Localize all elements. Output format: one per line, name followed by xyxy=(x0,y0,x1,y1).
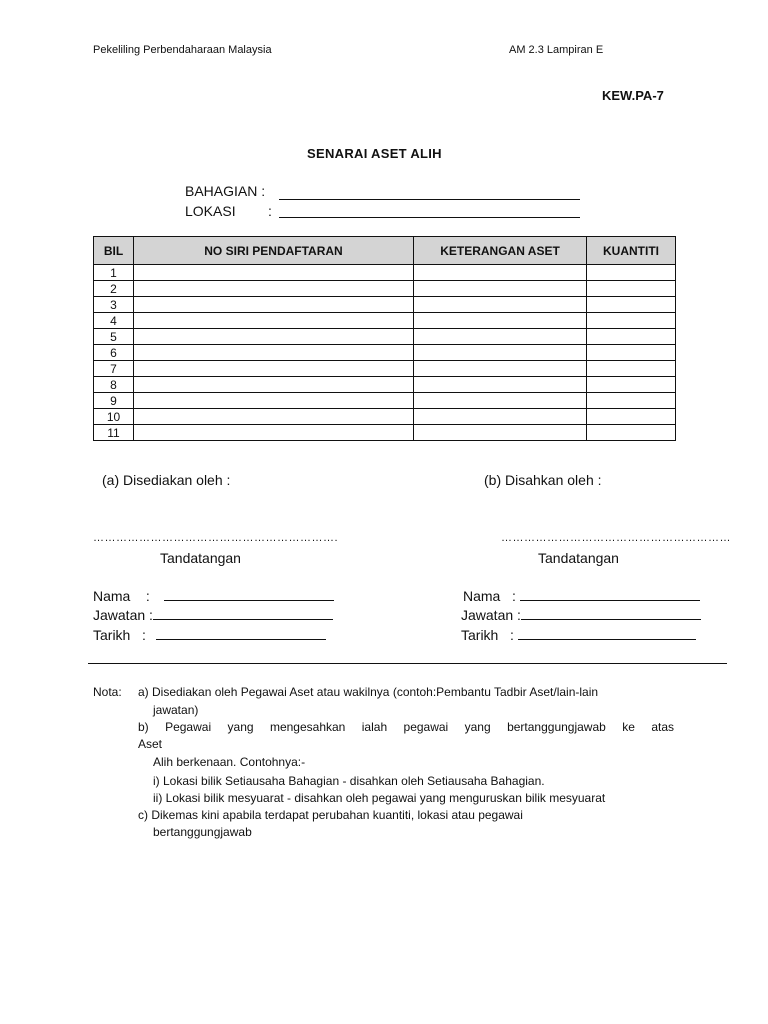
header-appendix-ref: AM 2.3 Lampiran E xyxy=(509,44,604,56)
cell-kuantiti[interactable] xyxy=(587,393,676,409)
table-row xyxy=(94,313,676,329)
cell-keterangan[interactable] xyxy=(414,265,587,281)
prepared-signature-label: Tandatangan xyxy=(160,550,241,566)
table-header-row xyxy=(94,237,676,265)
col-header-kuantiti: KUANTITI xyxy=(587,237,676,265)
cell-bil: 2 xyxy=(94,281,134,297)
cell-bil: 4 xyxy=(94,313,134,329)
approved-tarikh-row xyxy=(461,627,696,643)
cell-no-siri[interactable] xyxy=(134,393,414,409)
cell-keterangan[interactable] xyxy=(414,393,587,409)
cell-no-siri[interactable] xyxy=(134,313,414,329)
form-code: KEW.PA-7 xyxy=(602,88,664,103)
cell-no-siri[interactable] xyxy=(134,377,414,393)
table-row xyxy=(94,377,676,393)
note-b-i: i) Lokasi bilik Setiausaha Bahagian - disahkan oleh Setiausaha Bahagian. xyxy=(153,774,545,788)
cell-bil: 11 xyxy=(94,425,134,441)
section-divider xyxy=(88,663,727,664)
bahagian-fill-line[interactable] xyxy=(279,199,580,200)
document-title: SENARAI ASET ALIH xyxy=(307,146,442,161)
approved-tarikh-label: Tarikh : xyxy=(461,627,514,643)
table-body xyxy=(94,265,676,441)
prepared-tarikh-line[interactable] xyxy=(156,627,326,640)
notes-label: Nota: xyxy=(93,685,122,699)
prepared-nama-row xyxy=(93,588,334,604)
cell-keterangan[interactable] xyxy=(414,409,587,425)
cell-keterangan[interactable] xyxy=(414,281,587,297)
cell-kuantiti[interactable] xyxy=(587,409,676,425)
approved-nama-label: Nama : xyxy=(463,588,516,604)
cell-no-siri[interactable] xyxy=(134,409,414,425)
cell-keterangan[interactable] xyxy=(414,361,587,377)
prepared-signature-dots[interactable]: ………………………………………………………. xyxy=(93,532,339,544)
approved-by-title: (b) Disahkan oleh : xyxy=(484,472,602,488)
cell-no-siri[interactable] xyxy=(134,265,414,281)
table-row xyxy=(94,409,676,425)
prepared-jawatan-row xyxy=(93,607,333,623)
cell-kuantiti[interactable] xyxy=(587,313,676,329)
table-row xyxy=(94,329,676,345)
cell-bil: 7 xyxy=(94,361,134,377)
lokasi-label: LOKASI xyxy=(185,203,236,219)
cell-kuantiti[interactable] xyxy=(587,345,676,361)
note-a-line1: a) Disediakan oleh Pegawai Aset atau wakilnya (contoh:Pembantu Tadbir Aset/lain-lain xyxy=(138,685,599,699)
col-header-keterangan: KETERANGAN ASET xyxy=(414,237,587,265)
cell-bil: 6 xyxy=(94,345,134,361)
table-row xyxy=(94,393,676,409)
note-c-line1: c) Dikemas kini apabila terdapat perubahan kuantiti, lokasi atau pegawai xyxy=(138,808,523,822)
cell-no-siri[interactable] xyxy=(134,329,414,345)
cell-kuantiti[interactable] xyxy=(587,329,676,345)
approved-signature-dots[interactable]: …………………………………………………… xyxy=(501,532,731,544)
table-row xyxy=(94,345,676,361)
prepared-tarikh-label: Tarikh : xyxy=(93,627,146,643)
cell-kuantiti[interactable] xyxy=(587,297,676,313)
note-b-line2: Aset xyxy=(138,737,163,751)
table-row xyxy=(94,281,676,297)
cell-keterangan[interactable] xyxy=(414,297,587,313)
prepared-jawatan-label: Jawatan : xyxy=(93,607,153,623)
cell-no-siri[interactable] xyxy=(134,281,414,297)
bahagian-label: BAHAGIAN : xyxy=(185,183,266,199)
lokasi-colon: : xyxy=(268,203,272,219)
note-a-line2: jawatan) xyxy=(153,703,199,717)
approved-nama-row xyxy=(463,588,700,604)
note-b-line3: Alih berkenaan. Contohnya:- xyxy=(153,755,306,769)
table-row xyxy=(94,361,676,377)
cell-no-siri[interactable] xyxy=(134,345,414,361)
prepared-tarikh-row xyxy=(93,627,326,643)
table-row xyxy=(94,297,676,313)
note-b-line1: b) Pegawai yang mengesahkan ialah pegawai yang bertanggungjawab ke atas xyxy=(138,720,674,734)
header-circular-title: Pekeliling Perbendaharaan Malaysia xyxy=(93,44,272,56)
cell-kuantiti[interactable] xyxy=(587,377,676,393)
cell-no-siri[interactable] xyxy=(134,297,414,313)
cell-no-siri[interactable] xyxy=(134,425,414,441)
prepared-nama-label: Nama : xyxy=(93,588,150,604)
cell-keterangan[interactable] xyxy=(414,345,587,361)
cell-kuantiti[interactable] xyxy=(587,425,676,441)
table-row xyxy=(94,265,676,281)
cell-bil: 10 xyxy=(94,409,134,425)
approved-nama-line[interactable] xyxy=(520,588,700,601)
lokasi-fill-line[interactable] xyxy=(279,217,580,218)
approved-jawatan-label: Jawatan : xyxy=(461,607,521,623)
cell-bil: 5 xyxy=(94,329,134,345)
cell-bil: 8 xyxy=(94,377,134,393)
prepared-jawatan-line[interactable] xyxy=(153,607,333,620)
cell-no-siri[interactable] xyxy=(134,361,414,377)
cell-keterangan[interactable] xyxy=(414,377,587,393)
table-row xyxy=(94,425,676,441)
col-header-bil: BIL xyxy=(94,237,134,265)
cell-keterangan[interactable] xyxy=(414,329,587,345)
cell-kuantiti[interactable] xyxy=(587,265,676,281)
prepared-nama-line[interactable] xyxy=(164,588,334,601)
note-c-line2: bertanggungjawab xyxy=(153,825,252,839)
cell-keterangan[interactable] xyxy=(414,425,587,441)
cell-kuantiti[interactable] xyxy=(587,361,676,377)
approved-tarikh-line[interactable] xyxy=(518,627,696,640)
cell-bil: 3 xyxy=(94,297,134,313)
approved-jawatan-row xyxy=(461,607,701,623)
cell-keterangan[interactable] xyxy=(414,313,587,329)
asset-list-table xyxy=(93,236,676,441)
cell-kuantiti[interactable] xyxy=(587,281,676,297)
col-header-no-siri: NO SIRI PENDAFTARAN xyxy=(134,237,414,265)
approved-signature-label: Tandatangan xyxy=(538,550,619,566)
cell-bil: 9 xyxy=(94,393,134,409)
note-b-ii: ii) Lokasi bilik mesyuarat - disahkan oleh pegawai yang menguruskan bilik mesyuarat xyxy=(153,791,606,805)
prepared-by-title: (a) Disediakan oleh : xyxy=(102,472,231,488)
approved-jawatan-line[interactable] xyxy=(521,607,701,620)
cell-bil: 1 xyxy=(94,265,134,281)
